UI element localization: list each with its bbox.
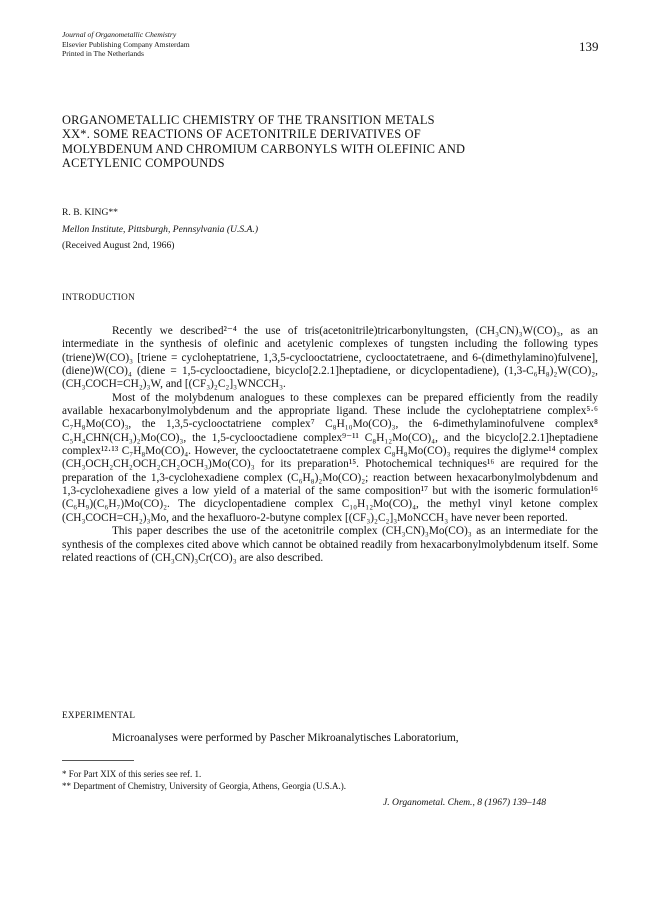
author-name: R. B. KING** [62, 207, 118, 218]
footnotes [62, 768, 346, 793]
journal-header [62, 30, 190, 59]
footnote: ** Department of Chemistry, University of Georgia, Athens, Georgia (U.S.A.). [62, 781, 347, 792]
experimental-heading: EXPERIMENTAL [62, 710, 136, 720]
footnote-divider [62, 760, 134, 761]
experimental-body [62, 732, 598, 745]
introduction-heading: INTRODUCTION [62, 292, 136, 302]
received-date: (Received August 2nd, 1966) [62, 240, 175, 251]
journal-citation: J. Organometal. Chem., 8 (1967) 139–148 [383, 797, 546, 808]
title-line: XX*. SOME REACTIONS OF ACETONITRILE DERIVATIVES OF [62, 127, 421, 142]
introduction-body [62, 325, 598, 565]
journal-name: Journal of Organometallic Chemistry [62, 30, 177, 39]
title-line: ACETYLENIC COMPOUNDS [62, 156, 225, 171]
page-number: 139 [579, 39, 599, 54]
paragraph: Recently we described²⁻⁴ the use of tris(acetonitrile)tricarbonyltungsten, (CH₃CN)₃W(CO)₃, as an intermediate in the synthesis of olefinic and acetylenic complexes of tungsten including the following types (triene)W(CO)₃ [triene = cycloheptatriene, 1,3,5-cyclooctatriene, cyclooctatetraene, and 6-(dimethylamino)fulvene], (diene)W(CO)₄ (diene = 1,5-cyclooctadiene, bicyclo[2.2.1]heptadiene, or dicyclopentadiene), (1,3-C₆H₈)₂W(CO)₂, (CH₃COCH=CH₂)₃W, and [(CF₃)₂C₂]₃WNCCH₃. [62, 325, 598, 391]
footnote: * For Part XIX of this series see ref. 1. [62, 769, 202, 779]
title-line: ORGANOMETALLIC CHEMISTRY OF THE TRANSITION METALS [62, 113, 435, 127]
article-title [62, 113, 607, 171]
author-affiliation: Mellon Institute, Pittsburgh, Pennsylvania (U.S.A.) [62, 224, 259, 235]
paragraph: Most of the molybdenum analogues to these complexes can be prepared efficiently from the readily available hexacarbonylmolybdenum and the appropriate ligand. These include the cycloheptatriene complex⁵·⁶ C₇H₈Mo(CO)₃, the 1,3,5-cyclooctatriene complex⁷ C₈H₁₀Mo(CO)₃, the 6-dimethylaminofulvene complex⁸ C₅H₄CHN(CH₃)₂Mo(CO)₃, the 1,5-cyclooctadiene complex⁹⁻¹¹ C₈H₁₂Mo(CO)₄, and the bicyclo[2.2.1]heptadiene complex¹²·¹³ C₇H₈Mo(CO)₄. However, the cyclooctatetraene complex C₈H₈Mo(CO)₃ requires the diglyme¹⁴ complex (CH₃OCH₂CH₂OCH₂CH₂OCH₃)Mo(CO)₃ for its preparation¹⁵. Photochemical techniques¹⁶ are required for the preparation of the 1,3-cyclohexadiene complex (C₆H₈)₂Mo(CO)₂; reaction between hexacarbonylmolybdenum and 1,3-cyclohexadiene gives a low yield of a material of the same composition¹⁷ but with the isomeric formulation¹⁶ (C₆H₉)(C₆H₇)Mo(CO)₂. The dicyclopentadiene complex C₁₀H₁₂Mo(CO)₄, the methyl vinyl ketone complex (CH₃COCH=CH₂)₃Mo, and the hexafluoro-2-butyne complex [(CF₃)₂C₂]₃MoNCCH₃ have never been reported. [62, 391, 598, 524]
paragraph: Microanalyses were performed by Pascher Mikroanalytisches Laboratorium, [112, 732, 459, 744]
paragraph: This paper describes the use of the acetonitrile complex (CH₃CN)₃Mo(CO)₃ as an intermediate for the synthesis of the complexes cited above which cannot be obtained readily from hexacarbonylmolybdenum itself. Some related reactions of (CH₃CN)₃Cr(CO)₃ are also described. [62, 525, 598, 564]
publisher-line: Elsevier Publishing Company Amsterdam [62, 39, 190, 49]
title-line: MOLYBDENUM AND CHROMIUM CARBONYLS WITH OLEFINIC AND [62, 141, 466, 156]
printed-line: Printed in The Netherlands [62, 49, 144, 59]
